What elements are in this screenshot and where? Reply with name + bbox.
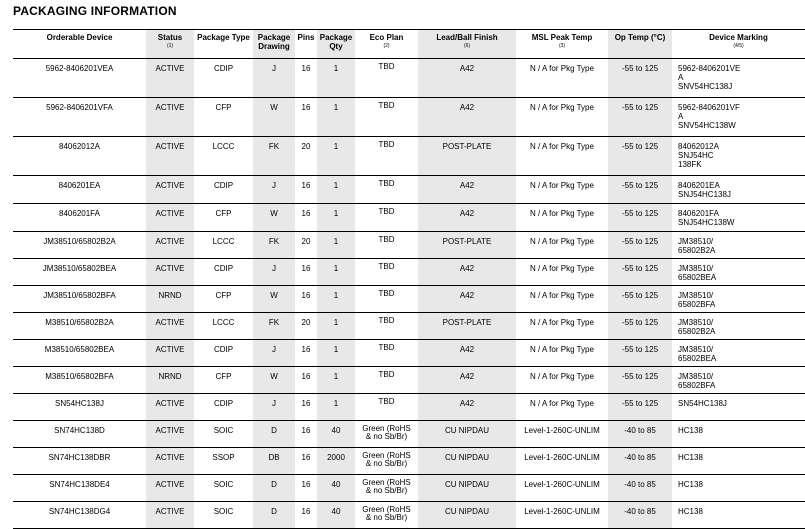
eco-plan-cell: Green (RoHS & no Sb/Br) (355, 502, 418, 529)
pins-cell: 16 (295, 502, 317, 529)
op-temp-cell: -55 to 125 (608, 137, 672, 176)
footnote-ref: (4/5) (733, 43, 744, 49)
column-header-label: Pins (297, 33, 315, 42)
device-marking-cell: SN54HC138J (672, 394, 805, 421)
column-header-label: Op Temp (°C) (614, 33, 666, 42)
column-header-label: Package Drawing (257, 33, 291, 51)
footnote-ref: (6) (463, 43, 471, 49)
package-type-cell: SSOP (194, 448, 253, 475)
eco-plan-cell: TBD (355, 204, 418, 232)
pins-cell: 20 (295, 137, 317, 176)
status-cell: ACTIVE (146, 448, 194, 475)
package-type-cell: CDIP (194, 259, 253, 286)
op-temp-cell: -55 to 125 (608, 286, 672, 313)
package-drawing-cell: FK (253, 232, 295, 259)
op-temp-cell: -40 to 85 (608, 502, 672, 529)
device-marking-cell: JM38510/ 65802BEA (672, 259, 805, 286)
orderable-device-cell: M38510/65802BFA (13, 367, 146, 394)
op-temp-cell: -55 to 125 (608, 204, 672, 232)
msl-peak-temp-cell: Level-1-260C-UNLIM (516, 502, 608, 529)
pins-cell: 16 (295, 340, 317, 367)
op-temp-cell: -55 to 125 (608, 59, 672, 98)
msl-peak-temp-cell: N / A for Pkg Type (516, 259, 608, 286)
msl-peak-temp-cell: Level-1-260C-UNLIM (516, 448, 608, 475)
status-cell: ACTIVE (146, 137, 194, 176)
column-header-label: Package Type (197, 33, 250, 42)
column-header (672, 30, 805, 59)
status-cell: ACTIVE (146, 259, 194, 286)
table-row (13, 448, 805, 475)
column-header (355, 30, 418, 59)
eco-plan-cell: TBD (355, 340, 418, 367)
table-row (13, 475, 805, 502)
package-type-cell: SOIC (194, 475, 253, 502)
msl-peak-temp-cell: N / A for Pkg Type (516, 394, 608, 421)
page-title: PACKAGING INFORMATION (13, 4, 177, 18)
lead-finish-cell: POST-PLATE (418, 137, 516, 176)
package-drawing-cell: J (253, 340, 295, 367)
lead-finish-cell: A42 (418, 367, 516, 394)
orderable-device-cell: SN74HC138DBR (13, 448, 146, 475)
device-marking-cell: JM38510/ 65802BFA (672, 367, 805, 394)
msl-peak-temp-cell: N / A for Pkg Type (516, 340, 608, 367)
msl-peak-temp-cell: N / A for Pkg Type (516, 232, 608, 259)
pins-cell: 16 (295, 448, 317, 475)
msl-peak-temp-cell: N / A for Pkg Type (516, 137, 608, 176)
device-marking-cell: JM38510/ 65802B2A (672, 232, 805, 259)
lead-finish-cell: A42 (418, 394, 516, 421)
orderable-device-cell: 8406201FA (13, 204, 146, 232)
package-drawing-cell: D (253, 421, 295, 448)
table-row (13, 340, 805, 367)
op-temp-cell: -55 to 125 (608, 98, 672, 137)
op-temp-cell: -55 to 125 (608, 367, 672, 394)
table-row (13, 421, 805, 448)
table-row (13, 176, 805, 204)
package-drawing-cell: W (253, 98, 295, 137)
pins-cell: 16 (295, 204, 317, 232)
package-qty-cell: 1 (317, 259, 355, 286)
msl-peak-temp-cell: N / A for Pkg Type (516, 204, 608, 232)
package-type-cell: LCCC (194, 137, 253, 176)
package-type-cell: CDIP (194, 340, 253, 367)
column-header-label: Device Marking (709, 33, 768, 42)
package-type-cell: CFP (194, 204, 253, 232)
orderable-device-cell: 5962-8406201VFA (13, 98, 146, 137)
package-type-cell: SOIC (194, 421, 253, 448)
op-temp-cell: -55 to 125 (608, 313, 672, 340)
package-type-cell: CFP (194, 367, 253, 394)
pins-cell: 16 (295, 98, 317, 137)
column-header (13, 30, 146, 59)
status-cell: ACTIVE (146, 313, 194, 340)
device-marking-cell: 5962-8406201VF A SNV54HC138W (672, 98, 805, 137)
column-header-label: Package Qty (319, 33, 353, 51)
package-type-cell: CFP (194, 98, 253, 137)
status-cell: ACTIVE (146, 176, 194, 204)
table-row (13, 502, 805, 529)
package-drawing-cell: D (253, 475, 295, 502)
eco-plan-cell: Green (RoHS & no Sb/Br) (355, 475, 418, 502)
lead-finish-cell: A42 (418, 176, 516, 204)
op-temp-cell: -55 to 125 (608, 340, 672, 367)
eco-plan-cell: TBD (355, 286, 418, 313)
pins-cell: 16 (295, 475, 317, 502)
package-qty-cell: 1 (317, 394, 355, 421)
table-row (13, 204, 805, 232)
op-temp-cell: -40 to 85 (608, 475, 672, 502)
device-marking-cell: 84062012A SNJ54HC 138FK (672, 137, 805, 176)
device-marking-cell: HC138 (672, 448, 805, 475)
status-cell: ACTIVE (146, 502, 194, 529)
package-qty-cell: 1 (317, 176, 355, 204)
column-header-label: Status (157, 33, 183, 42)
footnote-ref: (3) (558, 43, 566, 49)
footnote-ref: (2) (383, 43, 390, 49)
pins-cell: 16 (295, 367, 317, 394)
package-drawing-cell: W (253, 367, 295, 394)
op-temp-cell: -55 to 125 (608, 232, 672, 259)
pins-cell: 16 (295, 286, 317, 313)
orderable-device-cell: 84062012A (13, 137, 146, 176)
orderable-device-cell: SN74HC138DE4 (13, 475, 146, 502)
package-qty-cell: 1 (317, 313, 355, 340)
device-marking-cell: HC138 (672, 475, 805, 502)
status-cell: ACTIVE (146, 59, 194, 98)
packaging-table (13, 29, 805, 529)
column-header (295, 30, 317, 59)
status-cell: ACTIVE (146, 421, 194, 448)
lead-finish-cell: CU NIPDAU (418, 448, 516, 475)
package-qty-cell: 1 (317, 367, 355, 394)
package-drawing-cell: J (253, 259, 295, 286)
lead-finish-cell: A42 (418, 59, 516, 98)
orderable-device-cell: SN74HC138D (13, 421, 146, 448)
package-drawing-cell: J (253, 176, 295, 204)
column-header (146, 30, 194, 59)
footnote-ref: (1) (166, 43, 174, 49)
orderable-device-cell: 8406201EA (13, 176, 146, 204)
eco-plan-cell: TBD (355, 367, 418, 394)
eco-plan-cell: Green (RoHS & no Sb/Br) (355, 421, 418, 448)
orderable-device-cell: M38510/65802BEA (13, 340, 146, 367)
orderable-device-cell: 5962-8406201VEA (13, 59, 146, 98)
eco-plan-cell: TBD (355, 313, 418, 340)
table-row (13, 59, 805, 98)
column-header-label: Lead/Ball Finish (436, 33, 498, 42)
pins-cell: 16 (295, 176, 317, 204)
lead-finish-cell: A42 (418, 340, 516, 367)
package-qty-cell: 1 (317, 232, 355, 259)
package-type-cell: SOIC (194, 502, 253, 529)
package-drawing-cell: D (253, 502, 295, 529)
column-header (418, 30, 516, 59)
status-cell: ACTIVE (146, 204, 194, 232)
msl-peak-temp-cell: N / A for Pkg Type (516, 176, 608, 204)
package-drawing-cell: J (253, 59, 295, 98)
lead-finish-cell: CU NIPDAU (418, 502, 516, 529)
table-header-row (13, 30, 805, 59)
pins-cell: 20 (295, 232, 317, 259)
package-type-cell: CDIP (194, 176, 253, 204)
package-drawing-cell: DB (253, 448, 295, 475)
msl-peak-temp-cell: N / A for Pkg Type (516, 367, 608, 394)
pins-cell: 16 (295, 259, 317, 286)
package-type-cell: CDIP (194, 59, 253, 98)
status-cell: ACTIVE (146, 98, 194, 137)
eco-plan-cell: Green (RoHS & no Sb/Br) (355, 448, 418, 475)
status-cell: NRND (146, 286, 194, 313)
status-cell: NRND (146, 367, 194, 394)
device-marking-cell: JM38510/ 65802B2A (672, 313, 805, 340)
orderable-device-cell: JM38510/65802BEA (13, 259, 146, 286)
package-type-cell: LCCC (194, 313, 253, 340)
lead-finish-cell: CU NIPDAU (418, 475, 516, 502)
package-qty-cell: 40 (317, 421, 355, 448)
op-temp-cell: -55 to 125 (608, 176, 672, 204)
package-type-cell: CDIP (194, 394, 253, 421)
msl-peak-temp-cell: N / A for Pkg Type (516, 313, 608, 340)
table-row (13, 286, 805, 313)
orderable-device-cell: M38510/65802B2A (13, 313, 146, 340)
package-type-cell: CFP (194, 286, 253, 313)
orderable-device-cell: SN54HC138J (13, 394, 146, 421)
device-marking-cell: HC138 (672, 421, 805, 448)
lead-finish-cell: A42 (418, 259, 516, 286)
pins-cell: 16 (295, 421, 317, 448)
device-marking-cell: 8406201FA SNJ54HC138W (672, 204, 805, 232)
orderable-device-cell: SN74HC138DG4 (13, 502, 146, 529)
column-header (608, 30, 672, 59)
eco-plan-cell: TBD (355, 98, 418, 137)
package-qty-cell: 1 (317, 340, 355, 367)
package-qty-cell: 40 (317, 475, 355, 502)
eco-plan-cell: TBD (355, 137, 418, 176)
table-row (13, 232, 805, 259)
package-drawing-cell: FK (253, 137, 295, 176)
lead-finish-cell: POST-PLATE (418, 232, 516, 259)
device-marking-cell: JM38510/ 65802BFA (672, 286, 805, 313)
table-row (13, 313, 805, 340)
table-row (13, 394, 805, 421)
table-row (13, 137, 805, 176)
orderable-device-cell: JM38510/65802B2A (13, 232, 146, 259)
table-body (13, 59, 805, 529)
package-drawing-cell: J (253, 394, 295, 421)
pins-cell: 16 (295, 59, 317, 98)
msl-peak-temp-cell: Level-1-260C-UNLIM (516, 421, 608, 448)
eco-plan-cell: TBD (355, 394, 418, 421)
op-temp-cell: -40 to 85 (608, 448, 672, 475)
orderable-device-cell: JM38510/65802BFA (13, 286, 146, 313)
package-qty-cell: 1 (317, 204, 355, 232)
status-cell: ACTIVE (146, 394, 194, 421)
column-header-label: MSL Peak Temp (531, 33, 593, 42)
table-row (13, 98, 805, 137)
package-qty-cell: 1 (317, 98, 355, 137)
package-drawing-cell: W (253, 286, 295, 313)
eco-plan-cell: TBD (355, 176, 418, 204)
package-qty-cell: 1 (317, 286, 355, 313)
lead-finish-cell: A42 (418, 286, 516, 313)
column-header (317, 30, 355, 59)
column-header (194, 30, 253, 59)
eco-plan-cell: TBD (355, 259, 418, 286)
status-cell: ACTIVE (146, 340, 194, 367)
msl-peak-temp-cell: Level-1-260C-UNLIM (516, 475, 608, 502)
package-drawing-cell: W (253, 204, 295, 232)
eco-plan-cell: TBD (355, 232, 418, 259)
package-qty-cell: 1 (317, 59, 355, 98)
op-temp-cell: -40 to 85 (608, 421, 672, 448)
device-marking-cell: HC138 (672, 502, 805, 529)
op-temp-cell: -55 to 125 (608, 394, 672, 421)
lead-finish-cell: CU NIPDAU (418, 421, 516, 448)
msl-peak-temp-cell: N / A for Pkg Type (516, 98, 608, 137)
column-header (253, 30, 295, 59)
op-temp-cell: -55 to 125 (608, 259, 672, 286)
table-row (13, 259, 805, 286)
status-cell: ACTIVE (146, 475, 194, 502)
device-marking-cell: 8406201EA SNJ54HC138J (672, 176, 805, 204)
package-qty-cell: 2000 (317, 448, 355, 475)
table-row (13, 367, 805, 394)
msl-peak-temp-cell: N / A for Pkg Type (516, 286, 608, 313)
device-marking-cell: 5962-8406201VE A SNV54HC138J (672, 59, 805, 98)
device-marking-cell: JM38510/ 65802BEA (672, 340, 805, 367)
eco-plan-cell: TBD (355, 59, 418, 98)
package-qty-cell: 1 (317, 137, 355, 176)
column-header (516, 30, 608, 59)
package-drawing-cell: FK (253, 313, 295, 340)
lead-finish-cell: A42 (418, 98, 516, 137)
column-header-label: Eco Plan (369, 33, 404, 42)
lead-finish-cell: POST-PLATE (418, 313, 516, 340)
package-type-cell: LCCC (194, 232, 253, 259)
pins-cell: 16 (295, 394, 317, 421)
msl-peak-temp-cell: N / A for Pkg Type (516, 59, 608, 98)
lead-finish-cell: A42 (418, 204, 516, 232)
column-header-label: Orderable Device (46, 33, 113, 42)
package-qty-cell: 40 (317, 502, 355, 529)
pins-cell: 20 (295, 313, 317, 340)
status-cell: ACTIVE (146, 232, 194, 259)
